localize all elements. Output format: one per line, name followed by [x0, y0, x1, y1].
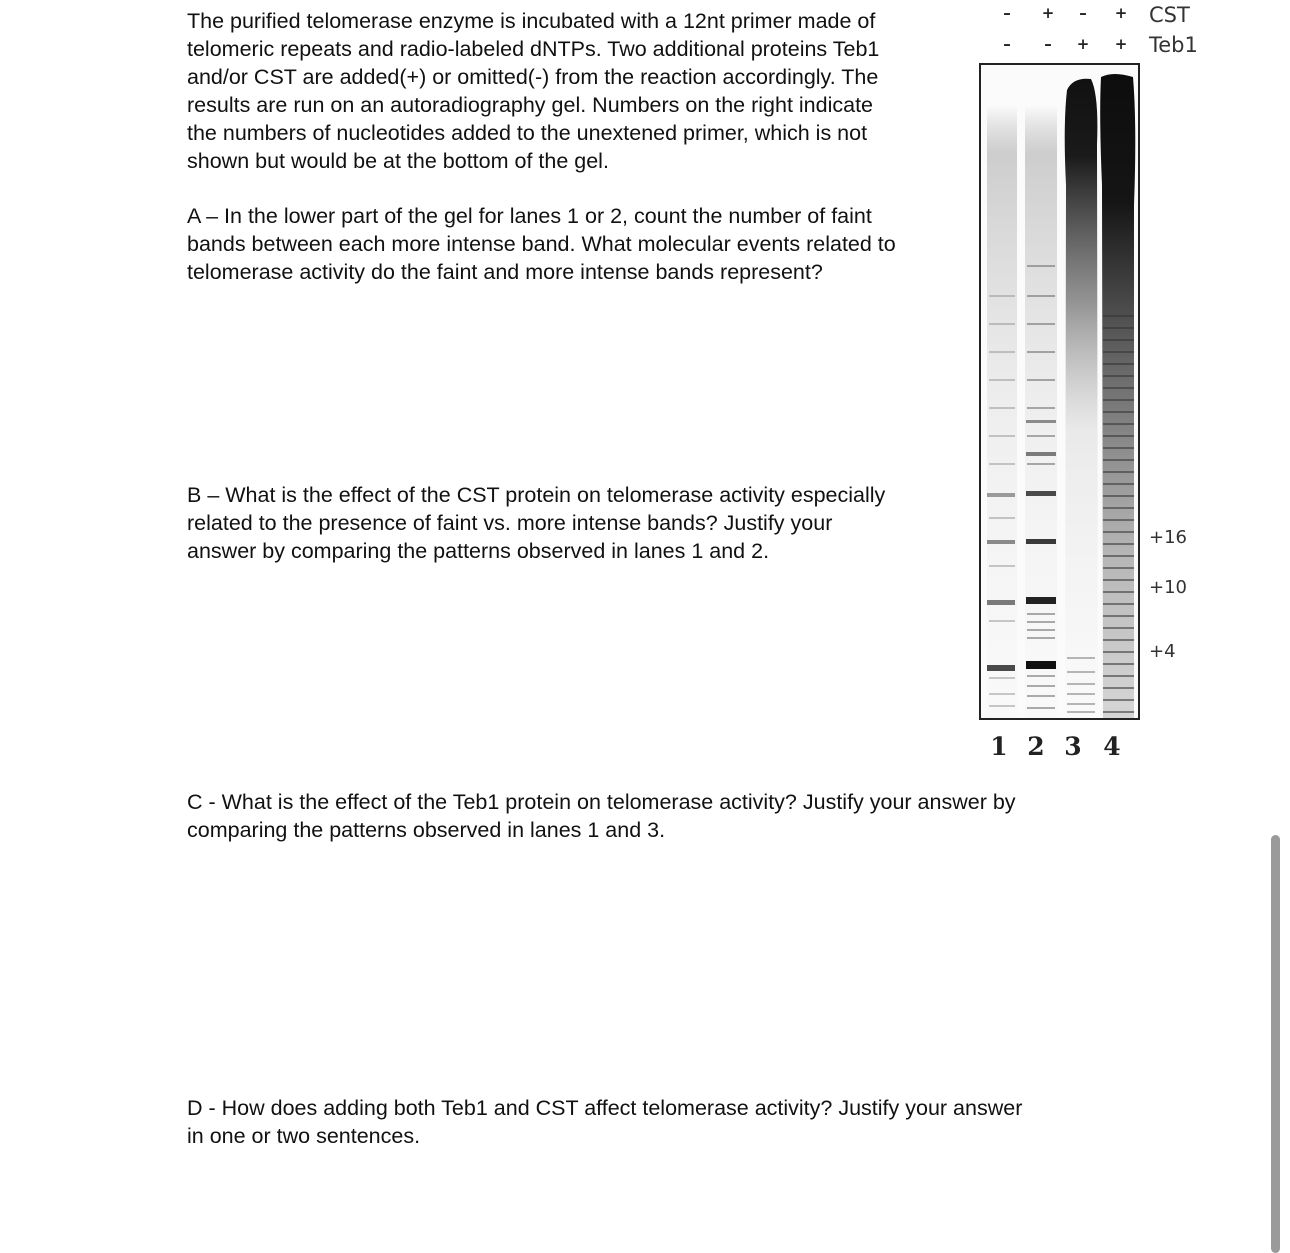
lane-number-1: 1: [990, 732, 1008, 761]
cst-sign-lane-1: –: [1003, 4, 1011, 22]
lane-4-smear: [1100, 74, 1135, 718]
lane-number-2: 2: [1027, 732, 1045, 761]
marker-plus-16: +16: [1149, 527, 1187, 548]
teb1-sign-lane-3: +: [1076, 35, 1090, 53]
marker-plus-4: +4: [1149, 641, 1176, 662]
question-a: A – In the lower part of the gel for lanes 1 or 2, count the number of faint bands between each more intense band. What molecular events related to telomerase activity do the faint and more intense bands represent?: [187, 204, 896, 284]
cst-sign-lane-2: +: [1041, 4, 1055, 22]
lane-number-4: 4: [1103, 732, 1121, 761]
lane-1-smear: [987, 105, 1017, 718]
teb1-sign-lane-4: +: [1114, 35, 1128, 53]
gel-image: [979, 63, 1140, 720]
cst-sign-lane-3: –: [1079, 4, 1087, 22]
marker-plus-10: +10: [1149, 577, 1187, 598]
cst-row-label: CST: [1149, 3, 1190, 27]
lane-3-smear: [1065, 79, 1098, 718]
teb1-sign-lane-1: –: [1003, 35, 1011, 53]
cst-sign-lane-4: +: [1114, 4, 1128, 22]
teb1-row-label: Teb1: [1149, 33, 1198, 57]
question-c: C - What is the effect of the Teb1 protein on telomerase activity? Justify your answer by comparing the patterns observed in lanes 1 and 3.: [187, 790, 1016, 842]
lane-2-smear: [1025, 105, 1057, 718]
lane-number-3: 3: [1064, 732, 1082, 761]
teb1-sign-lane-2: –: [1044, 35, 1052, 53]
vertical-scrollbar[interactable]: [1271, 835, 1280, 1253]
intro-paragraph: The purified telomerase enzyme is incubated with a 12nt primer made of telomeric repeats and radio-labeled dNTPs. Two additional proteins Teb1 and/or CST are added(+) or omitted(-) from the reaction accordingly. The results are run on an autoradiography gel. Numbers on the right indicate the numbers of nucleotides added to the unextened primer, which is not shown but would be at the bottom of the gel.: [187, 9, 880, 173]
question-d: D - How does adding both Teb1 and CST affect telomerase activity? Justify your answer in one or two sentences.: [187, 1096, 1023, 1148]
question-b: B – What is the effect of the CST protein on telomerase activity especially related to the presence of faint vs. more intense bands? Justify your answer by comparing the patterns observed in lanes 1 and 2.: [187, 483, 886, 563]
